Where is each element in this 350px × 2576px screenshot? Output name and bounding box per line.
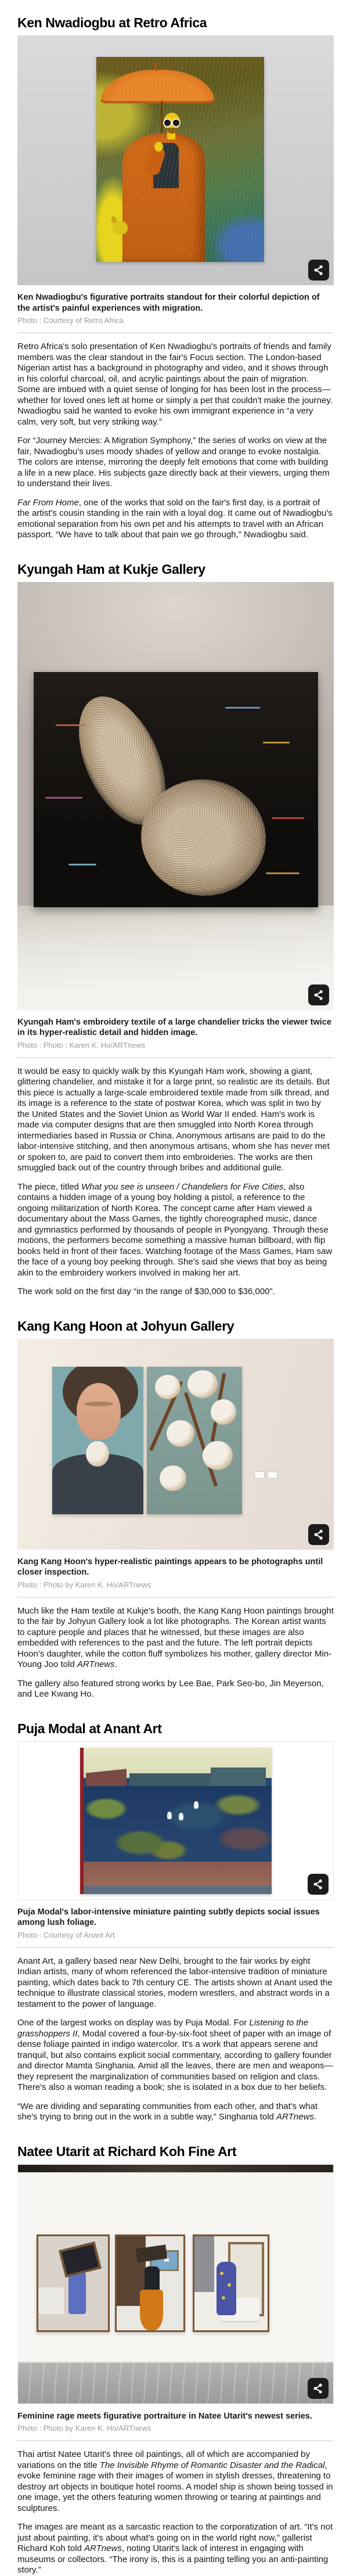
photo-credit: Photo : Photo : Karen K. Ho/ARTnews xyxy=(17,1040,146,1050)
miniature-painting xyxy=(80,1748,272,1894)
glitch-streak xyxy=(225,707,260,709)
artwork-photo xyxy=(17,35,334,285)
section-heading: Ken Nwadiogbu at Retro Africa xyxy=(17,15,207,30)
section-figure xyxy=(17,2164,334,2433)
red-border-stripe xyxy=(80,1748,84,1894)
painted-figure-top xyxy=(145,2266,160,2291)
indigo-garden xyxy=(84,1786,272,1862)
cotton-boll xyxy=(167,1420,194,1447)
body-paragraph: The work sold on the first day “in the range of $30,000 to $36,000”. xyxy=(17,1287,275,1296)
cotton-boll xyxy=(203,1441,233,1470)
portrait-face xyxy=(77,1383,121,1440)
share-button[interactable] xyxy=(308,985,329,1005)
photo-credit: Photo : Courtesy of Anant Art xyxy=(17,1930,115,1939)
figure-hand xyxy=(154,142,163,152)
glitch-streak xyxy=(263,742,290,743)
body-paragraph: Much like the Ham textile at Kukje's booth, the Kang Kang Hoon paintings brought to the fair by Johyun Gallery look a lot like photographs. The Korean artist wants to capture people and places that he witnessed, but these images are also embedded with references to the past and the future. The left portrait depicts Hoon's daughter, while the cotton fluff symbolizes his mother, gallery director Min-Young Joo told ARTnews. xyxy=(17,1605,334,1669)
share-icon xyxy=(311,2381,325,2395)
body-paragraph: “We are dividing and separating communities from each other, and that's what she's trying to bring out in the work in a subtle way,” Singhania told ARTnews. xyxy=(17,2101,318,2122)
divider xyxy=(17,1597,334,1598)
photo-credit: Photo : Courtesy of Retro Africa xyxy=(17,316,124,325)
artwork-photo xyxy=(17,582,334,1010)
cotton-flower xyxy=(86,1441,109,1467)
gallery-floor xyxy=(17,906,334,1010)
portrait-brow xyxy=(84,1402,113,1406)
section-heading: Natee Utarit at Richard Koh Fine Art xyxy=(17,2143,237,2159)
body-paragraph: It would be easy to quickly walk by this Kyungah Ham work, showing a giant, glittering chandelier, and mistake it for a large print, so realistic are its details. But this piece is actually a large-scale embroidered textile made from silk thread, and its image is a reference to the state of postwar Korea, which was split in two by the United States and the Soviet Union as World War II ended. Ham's work is made via computer designs that are then smuggled into North Korea through intermediaries based in Russia or China. Anonymous artisans are paid to do the labor-intensive stitching, and then anonymous artisans, whom she has never met or spoken to, are paid to convert them into embroideries. The works are then smuggled back out of the country through bribes and additional guile. xyxy=(17,1066,330,1173)
share-button[interactable] xyxy=(308,260,329,281)
glitch-streak xyxy=(272,817,304,819)
cotton-painting xyxy=(147,1367,242,1514)
concrete-floor xyxy=(18,2363,333,2403)
umbrella-shape xyxy=(101,70,214,103)
share-button[interactable] xyxy=(308,1874,329,1895)
section-body xyxy=(17,1066,334,1298)
article xyxy=(17,15,334,2576)
section-body xyxy=(17,342,334,541)
glitch-streak xyxy=(45,797,82,799)
section-figure xyxy=(17,582,334,1050)
body-paragraph: One of the largest works on display was by Puja Modal. For Listening to the grasshoppers II, Modal covered a four-by-six-foot sheet of paper with an image of dense foliage painted in indigo watercolor. It's a work that appears serene and tranquil, but also contains explicit social commentary, according to gallery founder and director Mamta Singhania. Amid all the leaves, there are men and weapons—they represent the marginalization of communities based on religion and class. There's also a woman reading a book; she is isolated in a box due to her beliefs. xyxy=(17,2018,333,2092)
artwork-photo xyxy=(17,1741,334,1900)
body-paragraph: Thai artist Natee Utarit's three oil paintings, all of which are accompanied by variations on the title The Invisible Rhyme of Romantic Disaster and the Radical, evoke feminine rage with their images of women in stylish dresses, threatening to destroy art objects in boutique hotel rooms. A model ship is shown being tossed in one image, yet the others featuring women throwing or tearing at paintings and sculptures. xyxy=(17,2449,333,2513)
painting-ground xyxy=(80,1862,272,1886)
glitch-streak xyxy=(266,872,300,874)
painting-water xyxy=(80,1886,272,1894)
section-anant xyxy=(17,1721,334,2123)
figure-caption: Puja Modal's labor-intensive miniature painting subtly depicts social issues among lush foliage. xyxy=(17,1907,320,1927)
section-body xyxy=(17,1606,334,1700)
oil-painting-left xyxy=(37,2234,110,2332)
section-body xyxy=(17,1956,334,2123)
cotton-boll xyxy=(187,1370,218,1398)
sunglasses-left xyxy=(163,118,172,127)
section-heading: Kang Kang Hoon at Johyun Gallery xyxy=(17,1318,234,1334)
fountain xyxy=(194,1801,199,1809)
divider xyxy=(17,1057,334,1058)
oil-painting-right xyxy=(193,2234,269,2332)
figure-caption: Ken Nwadiogbu's figurative portraits standout for their colorful depiction of the artist's painful experiences with migration. xyxy=(17,293,320,313)
body-paragraph: The gallery also featured strong works by Lee Bae, Park Seo-bo, Jin Meyerson, and Lee Kwang Ho. xyxy=(17,1678,324,1699)
oil-painting-middle xyxy=(115,2234,185,2332)
painting-umbrella-portrait xyxy=(96,57,264,262)
figure-caption: Feminine rage meets figurative portraiture in Natee Utarit's newest series. xyxy=(17,2411,312,2421)
painted-orange-skirt xyxy=(140,2290,163,2330)
section-figure xyxy=(17,1741,334,1939)
share-button[interactable] xyxy=(308,2378,329,2399)
glitch-streak xyxy=(68,864,96,865)
body-paragraph: The images are meant as a sarcastic reaction to the corporatization of art. “It's not just about painting, it's about what's going on in the world right now,” gallerist Richard Koh told ARTnews, noting Utarit's lack of interest in engaging with museums or collectors. “The irony is, this is a painting telling you an anti-painting story.” xyxy=(17,2522,333,2575)
body-paragraph: Far From Home, one of the works that sold on the fair's first day, is a portrait of the artist's cousin standing in the rain with a loyal dog. It came out of Nwadiogbu's emotional separation from his own pet and his attempts to travel with an African passport. “We have to talk about that pain we go through,” Nwadiogbu said. xyxy=(17,497,333,540)
dog-head xyxy=(113,221,128,235)
section-figure xyxy=(17,1339,334,1589)
cotton-boll xyxy=(160,1465,186,1491)
umbrella-tip xyxy=(154,63,157,71)
body-paragraph: Retro Africa's solo presentation of Ken Nwadiogbu's portraits of friends and family members was the clear standout in the fair's Focus section. The London-based Nigerian artist has a background in photography and video, and it shows through in his colorful charcoal, oil, and acrylic paintings about the pain of migration. Some are imbued with a quiet sense of longing for has been lost in the process—whether for loved ones left at home or simply a pet that couldn't make the journey. Nwadiogbu said he wanted to evoke his own immigrant experience in “a very calm, very soft, but very striking way.” xyxy=(17,342,333,427)
section-kukje xyxy=(17,562,334,1298)
figure-caption: Kyungah Ham's embroidery textile of a large chandelier tricks the viewer twice in its hyper-realistic detail and hidden image. xyxy=(17,1017,331,1037)
divider xyxy=(17,1947,334,1948)
sunglasses-right xyxy=(172,118,181,127)
share-icon xyxy=(312,263,326,277)
divider xyxy=(17,2440,334,2441)
section-richard-koh xyxy=(17,2144,334,2576)
embroidery-textile xyxy=(34,672,318,907)
cotton-boll xyxy=(211,1399,236,1425)
section-heading: Kyungah Ham at Kukje Gallery xyxy=(17,561,205,577)
cotton-boll xyxy=(155,1375,181,1399)
wall-outlet xyxy=(267,1471,277,1479)
painted-curtain xyxy=(194,2236,214,2292)
painted-bed xyxy=(38,2287,64,2314)
artwork-photo xyxy=(17,2164,334,2404)
painted-figure-dotted-dress xyxy=(217,2262,236,2315)
share-icon xyxy=(311,1877,325,1891)
gallery-ceiling xyxy=(18,2165,333,2172)
body-paragraph: The piece, titled What you see is unseen / Chandeliers for Five Cities, also contains a hidden image of a young boy holding a pistol, a reference to the ongoing militarization of North Korea. The concept came after Ham viewed a documentary about the Mass Games, the tightly choreographed music, dance and gymnastics performed by thousands of people in Pyongyang. Through these motions, the performers become something a massive human billboard, with flip books held in front of their faces. Watching footage of the Mass Games, Ham saw the face of a young boy peeking through. She's said she views that boy as being akin to the embroidery workers involved in making her art. xyxy=(17,1181,333,1278)
fountain xyxy=(179,1813,183,1820)
artwork-photo xyxy=(17,1339,334,1550)
body-paragraph: For “Journey Mercies: A Migration Symphony,” the series of works on view at the fair, Nwadiogbu's uses moody shades of yellow and orange to evoke nostalgia. The colors are intense, mirroring the deeply felt emotions that come with building a life in a new place. His subjects gaze directly back at their viewers, urging them to understand their lives. xyxy=(17,436,330,488)
raised-picture-frame xyxy=(59,2241,102,2277)
photo-credit: Photo : Photo by Karen K. Ho/ARTnews xyxy=(17,2424,151,2433)
painted-figure-blue-robe xyxy=(68,2270,86,2314)
glitch-streak xyxy=(56,724,86,726)
share-icon xyxy=(312,1528,326,1542)
section-heading: Puja Modal at Anant Art xyxy=(17,1720,162,1736)
divider xyxy=(17,332,334,333)
section-retro-africa xyxy=(17,15,334,541)
section-johyun xyxy=(17,1318,334,1700)
fountain xyxy=(167,1812,172,1819)
share-icon xyxy=(312,988,326,1002)
section-figure xyxy=(17,35,334,325)
section-body xyxy=(17,2449,334,2576)
share-button[interactable] xyxy=(308,1524,329,1545)
body-paragraph: Anant Art, a gallery based near New Delhi, brought to the fair works by eight Indian artists, many of whom referenced the labor-intensive tradition of miniature painting, which dates back to 7th century CE. The artists shown at Anant used the technique to illustrate classical stories, modern wrestlers, and abstract words in a testament to the power of language. xyxy=(17,1956,333,2009)
wall-outlet xyxy=(254,1471,265,1479)
figure-caption: Kang Kang Hoon's hyper-realistic paintings appears to be photographs until closer inspection. xyxy=(17,1557,323,1577)
photo-credit: Photo : Photo by Karen K. Ho/ARTnews xyxy=(17,1580,151,1589)
portrait-painting xyxy=(52,1367,143,1514)
